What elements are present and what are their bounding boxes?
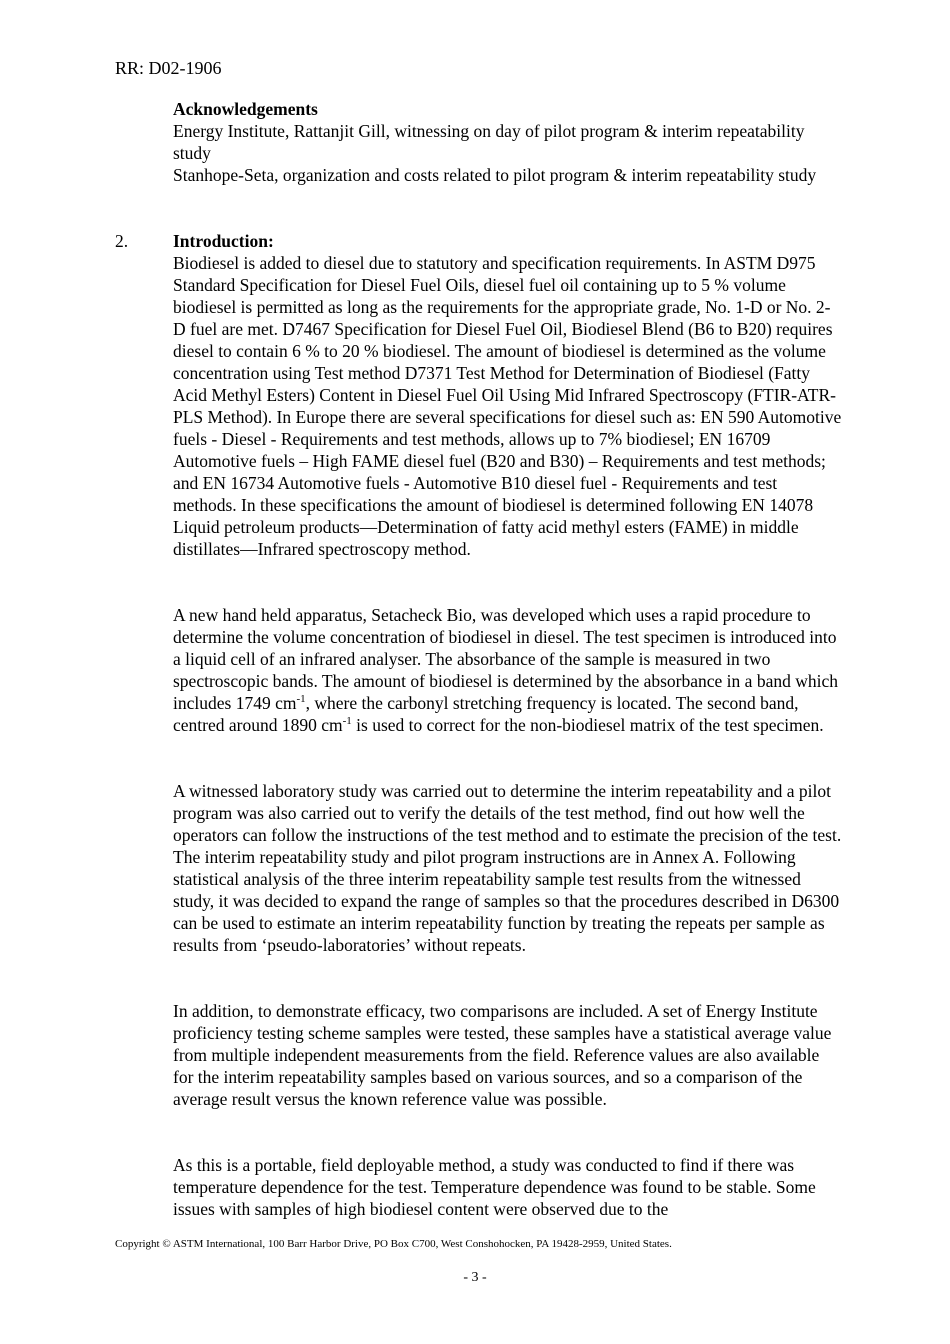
paragraph-text: In addition, to demonstrate efficacy, two comparisons are included. A set of Energy Institute proficiency testing scheme samples were tested, these samples have a statistical average value from multiple independent measurements from the field. Reference values are also available for the interim repeatability samples based on various sources, and so a comparison of the average result versus the known reference value was possible. xyxy=(173,1001,832,1109)
copyright-notice: Copyright © ASTM International, 100 Barr Harbor Drive, PO Box C700, West Conshohocken, PA 19428-2959, United States. xyxy=(115,1238,672,1250)
page-number: - 3 - xyxy=(463,1270,487,1285)
introduction-section xyxy=(173,230,843,560)
paragraph-text: is used to correct for the non-biodiesel matrix of the test specimen. xyxy=(351,715,824,735)
introduction-paragraph-4 xyxy=(173,1000,843,1110)
acknowledgements-title: Acknowledgements xyxy=(173,99,318,119)
paragraph-text: A witnessed laboratory study was carried out to determine the interim repeatability and a pilot program was also carried out to verify the details of the test method, find out how well the operators can follow the instructions of the test method and to estimate the precision of the test. The interim repeatability study and pilot program instructions are in Annex A. Following statistical analysis of the three interim repeatability sample test results from the witnessed study, it was decided to expand the range of samples so that the procedures described in D6300 can be used to estimate an interim repeatability function by treating the repeats per sample as results from ‘pseudo-laboratories’ without repeats. xyxy=(173,781,842,955)
introduction-paragraph-2 xyxy=(173,604,843,736)
acknowledgement-line: Stanhope-Seta, organization and costs related to pilot program & interim repeatability study xyxy=(173,165,817,185)
acknowledgement-line: Energy Institute, Rattanjit Gill, witnessing on day of pilot program & interim repeatability study xyxy=(173,121,805,163)
acknowledgements-section xyxy=(173,98,843,186)
paragraph-text: , where the carbonyl stretching frequency is located. The second band, centred around 1890 cm xyxy=(173,693,799,735)
introduction-paragraph-3 xyxy=(173,780,843,956)
superscript: -1 xyxy=(342,715,352,728)
paragraph-text: As this is a portable, field deployable method, a study was conducted to find if there was temperature dependence for the test. Temperature dependence was found to be stable. Some issues with samples of high biodiesel content were observed due to the xyxy=(173,1155,816,1219)
introduction-paragraph-1: Biodiesel is added to diesel due to statutory and specification requirements. In ASTM D975 Standard Specification for Diesel Fuel Oils, diesel fuel oil containing up to 5 % volume biodiesel is permitted as long as the requirements for the appropriate grade, No. 1-D or No. 2-D fuel are met. D7467 Specification for Diesel Fuel Oil, Biodiesel Blend (B6 to B20) requires diesel to contain 6 % to 20 % biodiesel. The amount of biodiesel is determined as the volume concentration using Test method D7371 Test Method for Determination of Biodiesel (Fatty Acid Methyl Esters) Content in Diesel Fuel Oil Using Mid Infrared Spectroscopy (FTIR-ATR-PLS Method). In Europe there are several specifications for diesel such as: EN 590 Automotive fuels - Diesel - Requirements and test methods, allows up to 7% biodiesel; EN 16709 Automotive fuels – High FAME diesel fuel (B20 and B30) – Requirements and test methods; and EN 16734 Automotive fuels - Automotive B10 diesel fuel - Requirements and test methods. In these specifications the amount of biodiesel is determined following EN 14078 Liquid petroleum products—Determination of fatty acid methyl esters (FAME) in middle distillates—Infrared spectroscopy method. xyxy=(173,253,842,559)
introduction-paragraph-5 xyxy=(173,1154,843,1220)
section-number: 2. xyxy=(115,231,129,251)
introduction-title: Introduction: xyxy=(173,231,274,251)
paragraph-text: A new hand held apparatus, Setacheck Bio, was developed which uses a rapid procedure to determine the volume concentration of biodiesel in diesel. The test specimen is introduced into a liquid cell of an infrared analyser. The absorbance of the sample is measured in two spectroscopic bands. The amount of biodiesel is determined by the absorbance in a band which includes 1749 cm xyxy=(173,605,838,713)
superscript: -1 xyxy=(296,693,306,706)
report-id: RR: D02-1906 xyxy=(115,58,222,78)
